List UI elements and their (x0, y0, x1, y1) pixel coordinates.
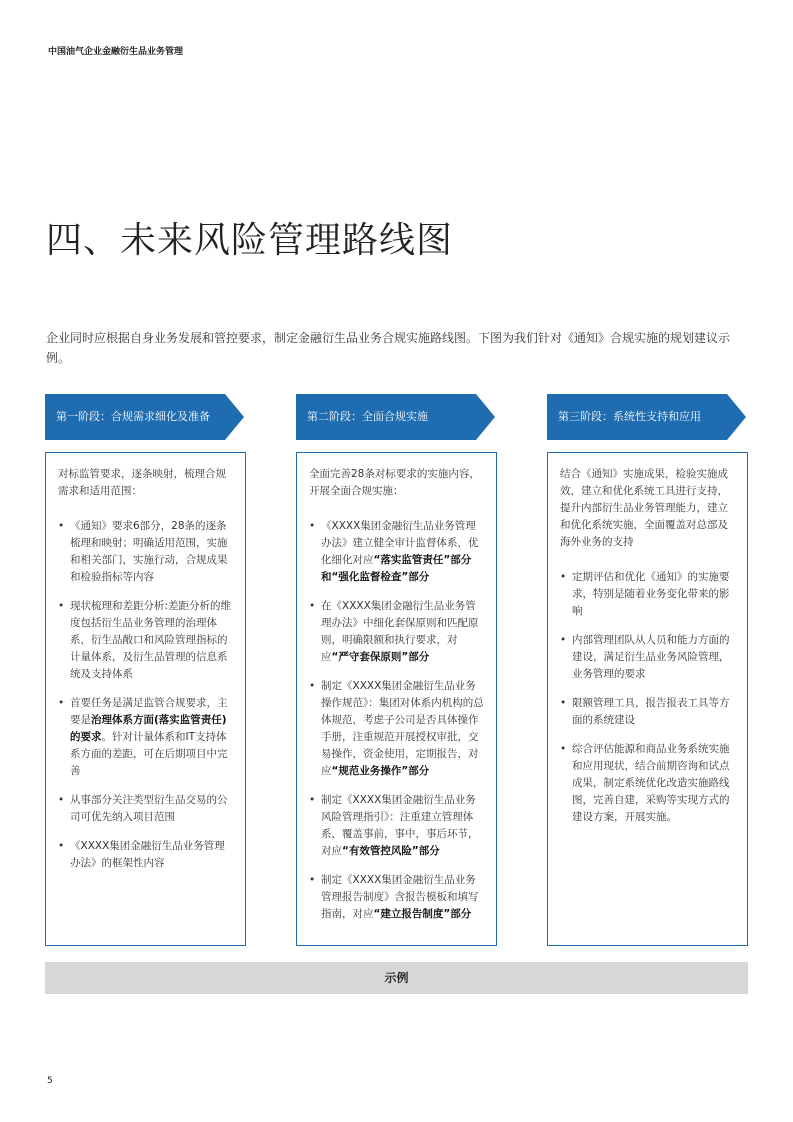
stage-2-list (309, 518, 484, 923)
bullet-icon: • (58, 840, 65, 852)
stage-2-banner (296, 394, 495, 440)
bullet-icon: • (58, 520, 65, 532)
bullet-icon: • (58, 794, 65, 806)
item-text: 制定《XXXX集团金融衍生品业务操作规范》：集团对体系内机构的总体规范，考虑子公司是否具体操作手册，注重规范开展授权审批，交易操作，资金使用，定期报告，对应 (321, 680, 484, 777)
item-emphasis: “有效管控风险”部分 (342, 845, 440, 857)
stage-1-box (45, 452, 246, 946)
bullet-icon: • (58, 600, 65, 612)
example-caption-bar: 示例 (45, 962, 748, 994)
bullet-icon: • (309, 600, 316, 612)
bullet-icon: • (309, 874, 316, 886)
intro-paragraph: 企业同时应根据自身业务发展和管控要求，制定金融衍生品业务合规实施路线图。下图为我们针对《通知》合规实施的规划建议示例。 (46, 331, 731, 365)
bullet-icon: • (560, 743, 567, 755)
running-header: 中国油气企业金融衍生品业务管理 (48, 47, 184, 57)
bullet-icon: • (309, 520, 316, 532)
bullet-icon: • (309, 794, 316, 806)
stage-3-lead: 结合《通知》实施成果，检验实施成效，建立和优化系统工具进行支持，提升内部衍生品业务管理能力，建立和优化系统实施，全面覆盖对总部及海外业务的支持 (560, 468, 728, 548)
bullet-icon: • (560, 571, 567, 583)
stage-1-lead: 对标监管要求，逐条映射，梳理合规需求和适用范围： (58, 468, 226, 497)
bullet-icon: • (560, 697, 567, 709)
stage-3-banner (547, 394, 746, 440)
item-text: 限额管理工具，报告报表工具等方面的系统建设 (572, 697, 730, 726)
list-item (58, 792, 233, 826)
list-item (58, 695, 233, 780)
bullet-icon: • (560, 634, 567, 646)
item-text: 制定《XXXX集团金融衍生品业务风险管理指引》：注重建立管理体系，覆盖事前，事中，事后环节，对应 (321, 794, 479, 857)
stage-2-lead: 全面完善28条对标要求的实施内容，开展全面合规实施： (309, 468, 480, 497)
stage-2-box (296, 452, 497, 946)
item-text: 《XXXX集团金融衍生品业务管理办法》建立健全审计监督体系，优化细化对应 (321, 520, 479, 566)
stage-3-label: 第三阶段：系统性支持和应用 (558, 410, 701, 423)
item-text: 《通知》要求6部分，28条的逐条梳理和映射；明确适用范围，实施和相关部门，实施行动，合规成果和检验指标等内容 (70, 520, 228, 583)
stage-3-box (547, 452, 748, 946)
bullet-icon: • (309, 680, 316, 692)
list-item (309, 518, 484, 586)
list-item (560, 695, 735, 729)
list-item (560, 741, 735, 826)
list-item (309, 872, 484, 923)
bullet-icon: • (58, 697, 65, 709)
item-emphasis: “规范业务操作”部分 (331, 765, 430, 777)
page-title: 四、未来风险管理路线图 (46, 220, 454, 261)
item-text: 首要任务是满足监管合规要求，主要是 (70, 697, 228, 726)
item-text: 从事部分关注类型衍生品交易的公司可优先纳入项目范围 (70, 794, 228, 823)
item-text: 制定《XXXX集团金融衍生品业务管理报告制度》含报告模板和填写指南，对应 (321, 874, 479, 920)
item-text: 内部管理团队从人员和能力方面的建设，满足衍生品业务风险管理，业务管理的要求 (572, 634, 730, 680)
item-text: 。针对计量体系和IT支持体系方面的差距，可在后期项目中完善 (70, 731, 228, 777)
list-item (58, 838, 233, 872)
stage-2-label: 第二阶段：全面合规实施 (307, 410, 428, 423)
item-emphasis: “建立报告制度”部分 (373, 908, 472, 920)
item-text: 在《XXXX集团金融衍生品业务管理办法》中细化套保原则和匹配原则，明确限额和执行要求，对应 (321, 600, 479, 663)
item-text: 定期评估和优化《通知》的实施要求，特别是随着业务变化带来的影响 (572, 571, 730, 617)
item-emphasis: “严守套保原则”部分 (331, 651, 430, 663)
list-item (309, 792, 484, 860)
item-emphasis: 治理体系方面(落实监管责任)的要求 (70, 714, 227, 743)
list-item (309, 598, 484, 666)
list-item (560, 569, 735, 620)
stage-1-list (58, 518, 233, 872)
item-emphasis: “落实监管责任”部分和“强化监督检查”部分 (321, 554, 472, 583)
list-item (309, 678, 484, 780)
list-item (560, 632, 735, 683)
stage-1-banner (45, 394, 244, 440)
page-number: 5 (47, 1076, 53, 1086)
stage-3-list (560, 569, 735, 826)
item-text: 《XXXX集团金融衍生品业务管理办法》的框架性内容 (70, 840, 225, 869)
item-text: 现状梳理和差距分析:差距分析的维度包括衍生品业务管理的治理体系，衍生品敞口和风险管理指标的计量体系，及衍生品管理的信息系统及支持体系 (70, 600, 232, 680)
list-item (58, 598, 233, 683)
list-item (58, 518, 233, 586)
stage-1-label: 第一阶段：合规需求细化及准备 (56, 410, 210, 423)
item-text: 综合评估能源和商品业务系统实施和应用现状，结合前期咨询和试点成果，制定系统优化改造实施路线图，完善自建，采购等实现方式的建设方案，开展实施。 (572, 743, 730, 823)
